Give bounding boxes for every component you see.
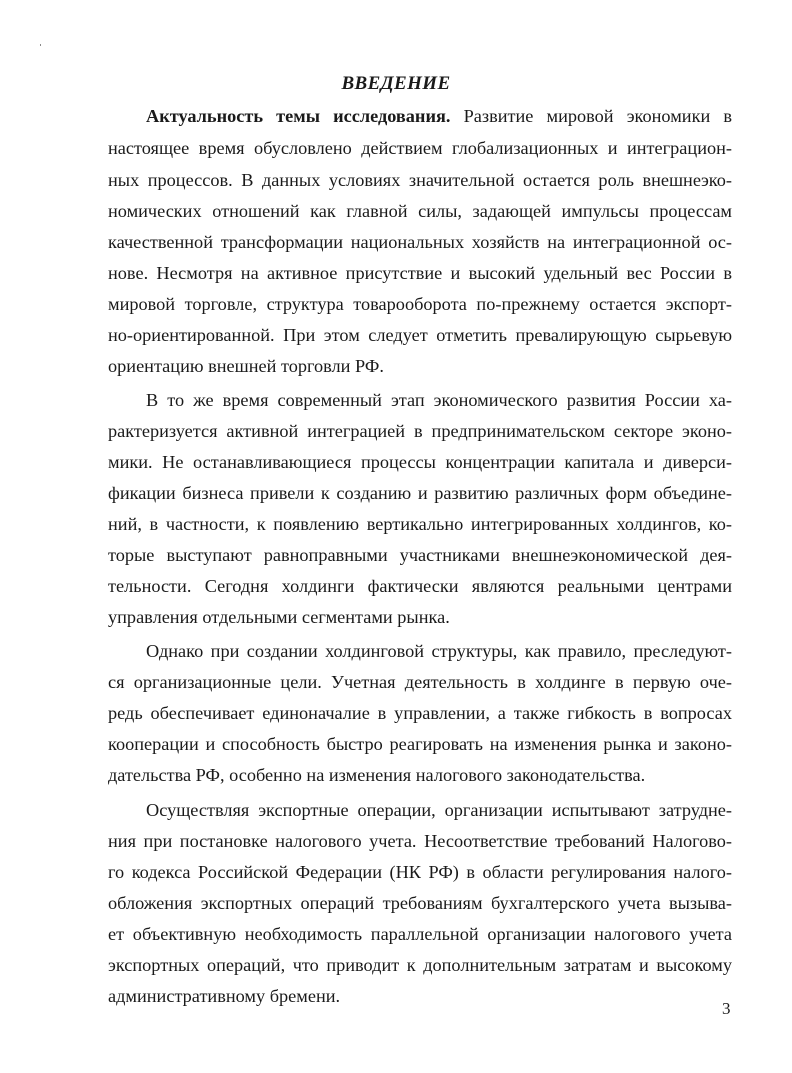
paragraph-line: ориентацию внешней торговли РФ.	[108, 356, 384, 376]
paragraph-line: ний, в частности, к появлению вертикально интегрированных холдингов, ко-	[108, 514, 732, 534]
paragraph-line: экспортных операций, что приводит к дополнительным затратам и высокому	[108, 955, 732, 975]
paragraph-line: ния при постановке налогового учета. Несоответствие требований Налогово-	[108, 831, 732, 851]
paragraph-line: настоящее время обусловлено действием глобализационных и интеграцион-	[108, 138, 732, 158]
paragraph-line: торые выступают равноправными участниками внешнеэкономической дея-	[108, 545, 732, 565]
paragraph-line: рактеризуется активной интеграцией в предпринимательском секторе эконо-	[108, 421, 732, 441]
paragraph-line: кооперации и способность быстро реагировать на изменения рынка и законо-	[108, 734, 732, 754]
paragraph-line: ет объективную необходимость параллельной организации налогового учета	[108, 924, 732, 944]
paragraph-line: В то же время современный этап экономического развития России ха-	[146, 390, 732, 410]
paragraph-line: управления отдельными сегментами рынка.	[108, 607, 450, 627]
paragraph-line: мировой торговле, структура товарооборота по-прежнему остается экспорт-	[108, 294, 732, 314]
paragraph-line: редь обеспечивает единоначалие в управлении, а также гибкость в вопросах	[108, 703, 732, 723]
paragraph-line: но-ориентированной. При этом следует отметить превалирующую сырьевую	[108, 325, 732, 345]
paragraph-line: Однако при создании холдинговой структуры, как правило, преследуют-	[146, 641, 732, 661]
paragraph-line: Актуальность темы исследования. Развитие мировой экономики в	[146, 106, 732, 126]
paragraph-line: тельности. Сегодня холдинги фактически являются реальными центрами	[108, 576, 732, 596]
paragraph-line: качественной трансформации национальных хозяйств на интеграционной ос-	[108, 232, 732, 252]
paragraph-line: мики. Не останавливающиеся процессы концентрации капитала и диверси-	[108, 452, 732, 472]
paragraph-line: административному бремени.	[108, 986, 341, 1006]
paragraph-line: Осуществляя экспортные операции, организации испытывают затрудне-	[146, 800, 732, 820]
paragraph-line: фикации бизнеса привели к созданию и развитию различных форм объедине-	[108, 483, 732, 503]
page-number: 3	[722, 999, 731, 1018]
paragraph-line: дательства РФ, особенно на изменения налогового законодательства.	[108, 765, 646, 785]
paragraph-line: номических отношений как главной силы, задающей импульсы процессам	[108, 201, 732, 221]
scan-mark	[40, 44, 41, 46]
paragraph-line: го кодекса Российской Федерации (НК РФ) в области регулирования налого-	[108, 862, 732, 882]
paragraph-line: нове. Несмотря на активное присутствие и высокий удельный вес России в	[108, 263, 732, 283]
paragraph-line: обложения экспортных операций требованиям бухгалтерского учета вызыва-	[108, 893, 732, 913]
lead-heading: Актуальность темы исследования.	[146, 106, 451, 126]
paragraph-line: ся организационные цели. Учетная деятельность в холдинге в первую оче-	[108, 672, 732, 692]
page-title: ВВЕДЕНИЕ	[341, 73, 451, 94]
paragraph-line: ных процессов. В данных условиях значительной остается роль внешнеэко-	[108, 170, 732, 190]
